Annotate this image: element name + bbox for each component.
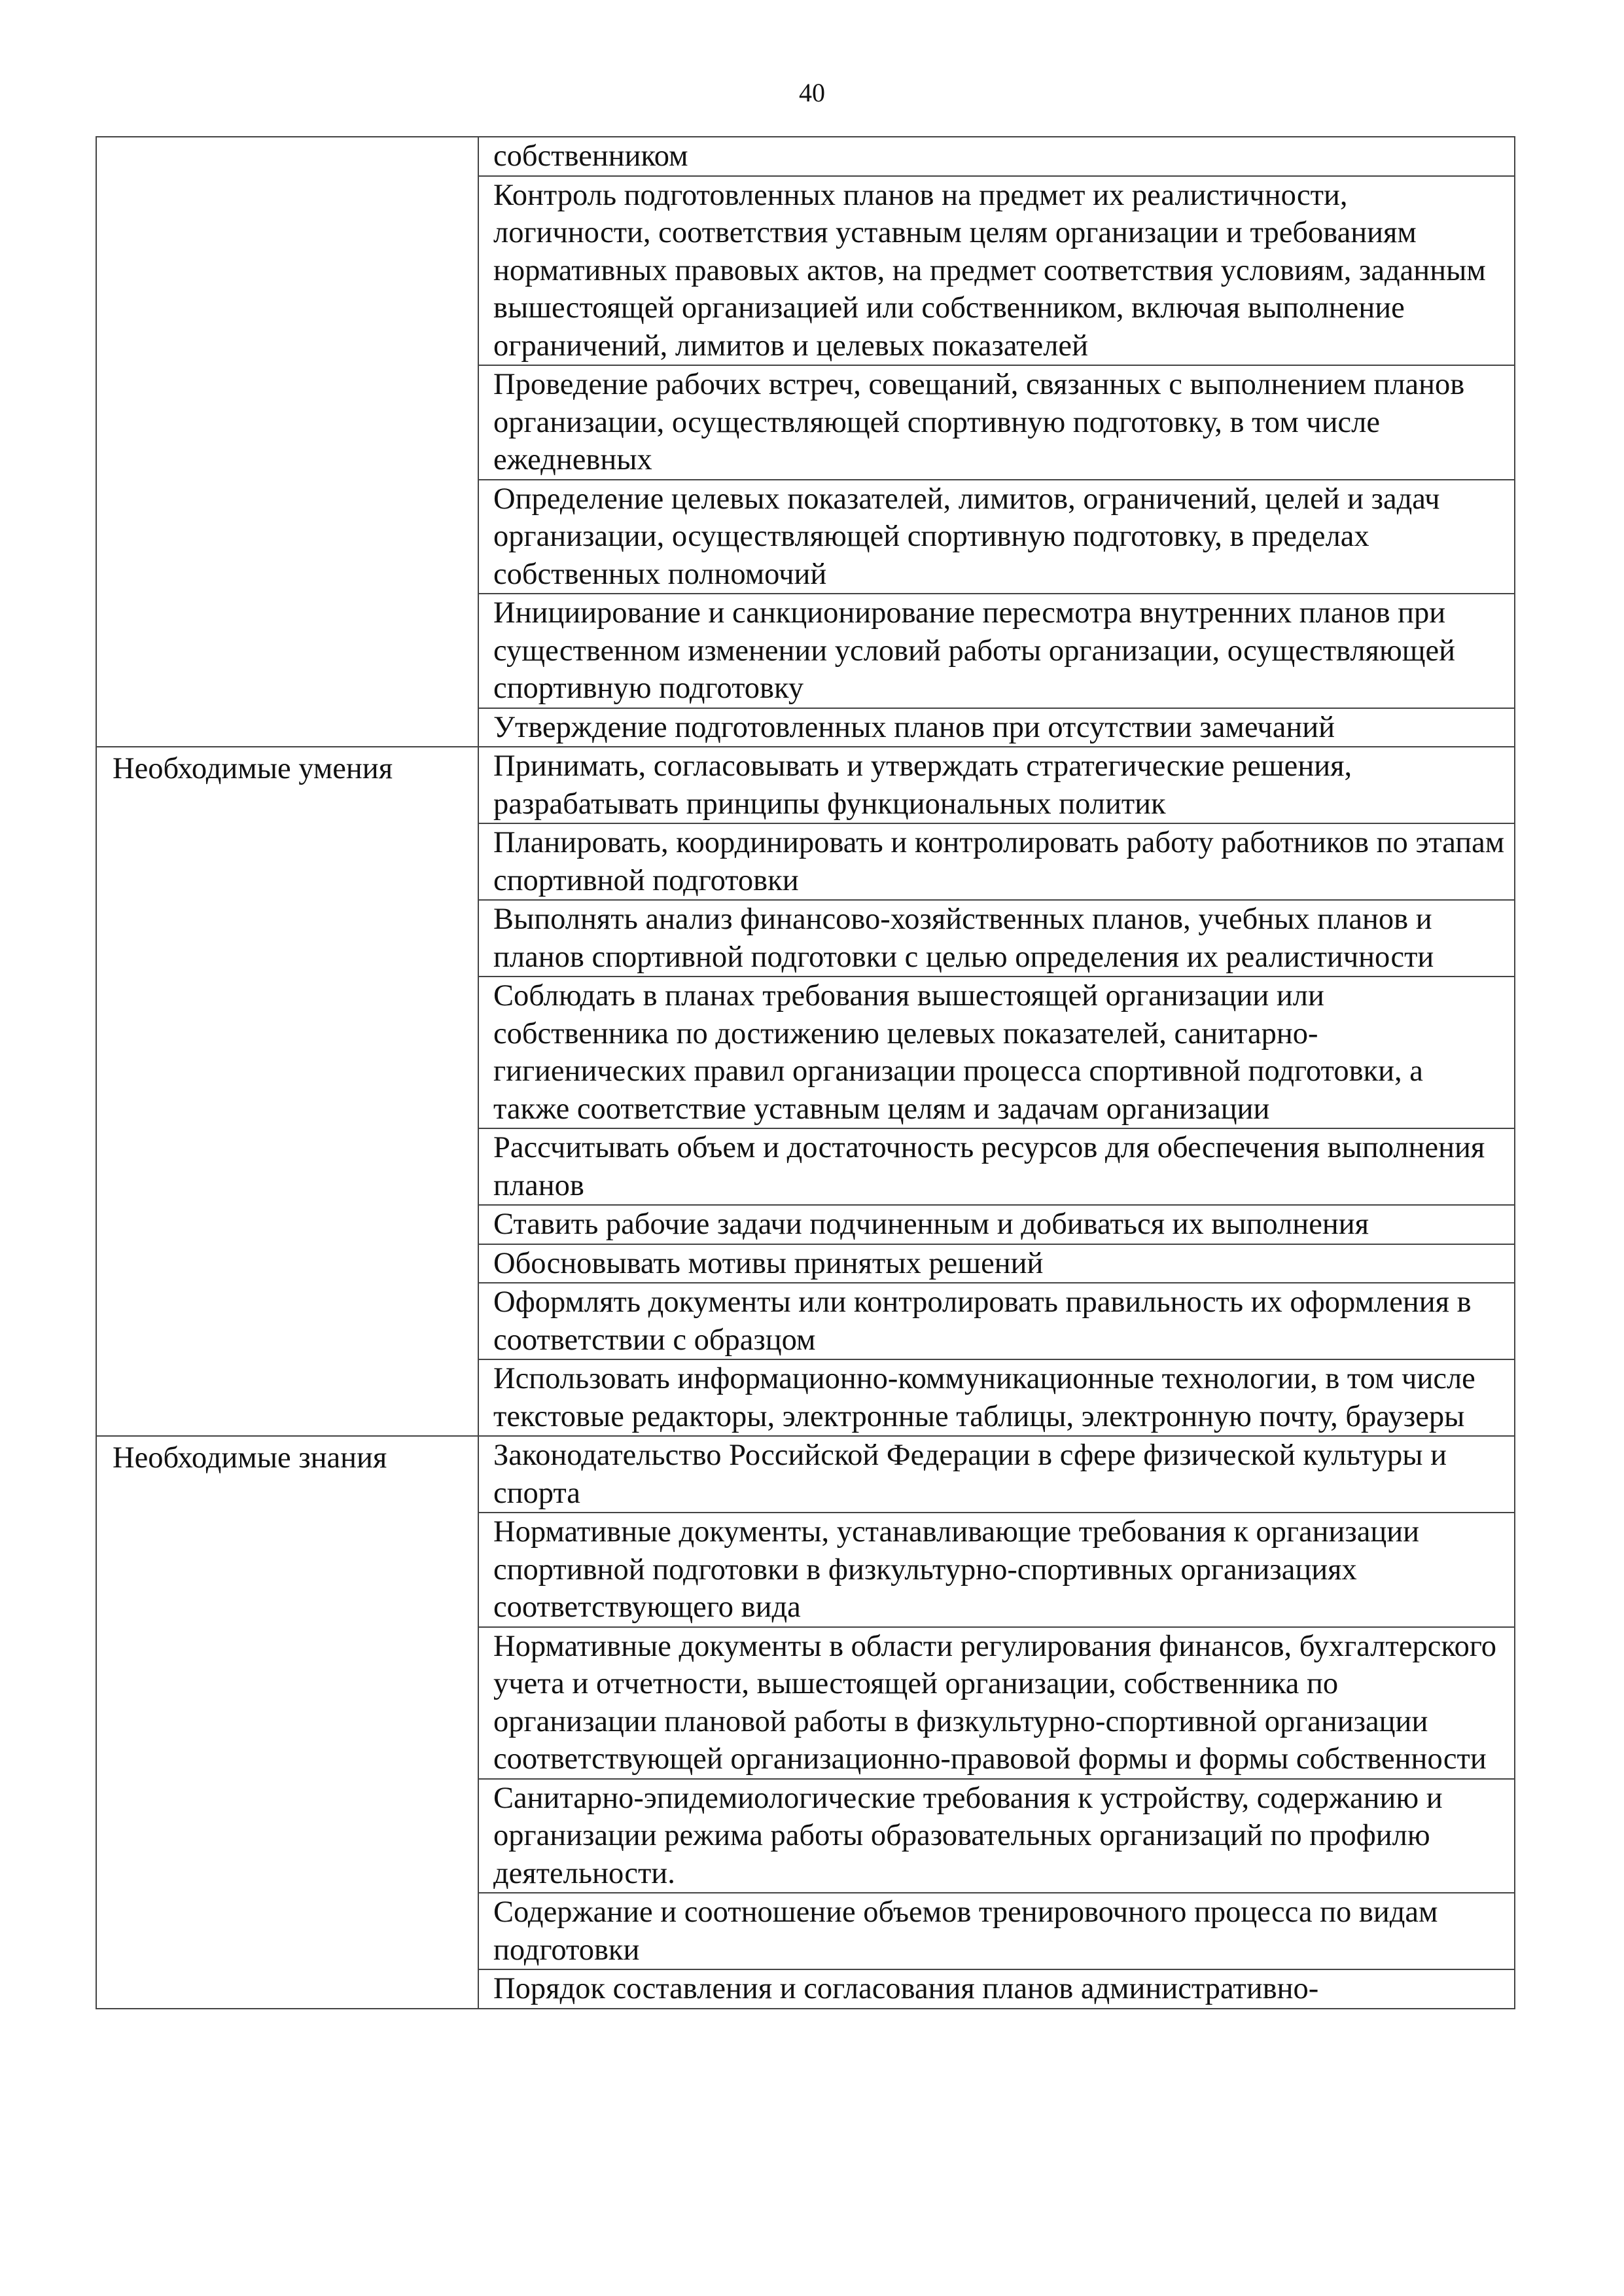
row-text: Утверждение подготовленных планов при отсутствии замечаний xyxy=(478,708,1515,747)
row-text: Нормативные документы в области регулирования финансов, бухгалтерского учета и отчетности, вышестоящей организации, собственника по организации плановой работы в физкультурно-спортивной организации соответствующей организационно-правовой формы и формы собственности xyxy=(478,1627,1515,1779)
row-text: Выполнять анализ финансово-хозяйственных планов, учебных планов и планов спортивной подготовки с целью определения их реалистичности xyxy=(478,900,1515,977)
table-row xyxy=(96,137,1515,176)
row-label xyxy=(96,137,478,747)
row-text: собственником xyxy=(478,137,1515,176)
competency-table xyxy=(96,136,1515,2009)
row-text: Ставить рабочие задачи подчиненным и добиваться их выполнения xyxy=(478,1205,1515,1244)
row-text: Оформлять документы или контролировать правильность их оформления в соответствии с образцом xyxy=(478,1283,1515,1359)
table-row xyxy=(96,1436,1515,1513)
row-text: Обосновывать мотивы принятых решений xyxy=(478,1244,1515,1283)
page-number: 40 xyxy=(799,78,825,107)
row-text: Проведение рабочих встреч, совещаний, связанных с выполнением планов организации, осуществляющей спортивную подготовку, в том числе ежедневных xyxy=(478,365,1515,480)
row-text: Использовать информационно-коммуникационные технологии, в том числе текстовые редакторы, электронные таблицы, электронную почту, браузеры xyxy=(478,1359,1515,1436)
row-text: Порядок составления и согласования планов административно- xyxy=(478,1969,1515,2009)
row-text: Контроль подготовленных планов на предмет их реалистичности, логичности, соответствия уставным целям организации и требованиям нормативных правовых актов, на предмет соответствия условиям, заданным вышестоящей организацией или собственником, включая выполнение ограничений, лимитов и целевых показателей xyxy=(478,176,1515,366)
row-text: Санитарно-эпидемиологические требования к устройству, содержанию и организации режима работы образовательных организаций по профилю деятельности. xyxy=(478,1779,1515,1893)
row-text: Нормативные документы, устанавливающие требования к организации спортивной подготовки в физкультурно-спортивных организациях соответствующего вида xyxy=(478,1513,1515,1627)
row-text: Содержание и соотношение объемов тренировочного процесса по видам подготовки xyxy=(478,1893,1515,1969)
row-text: Определение целевых показателей, лимитов, ограничений, целей и задач организации, осуществляющей спортивную подготовку, в пределах собственных полномочий xyxy=(478,480,1515,594)
section-label-knowledge: Необходимые знания xyxy=(96,1436,478,2009)
row-text: Принимать, согласовывать и утверждать стратегические решения, разрабатывать принципы функциональных политик xyxy=(478,747,1515,823)
row-text: Планировать, координировать и контролировать работу работников по этапам спортивной подготовки xyxy=(478,823,1515,900)
row-text: Инициирование и санкционирование пересмотра внутренних планов при существенном изменении условий работы организации, осуществляющей спортивную подготовку xyxy=(478,594,1515,708)
row-text: Законодательство Российской Федерации в сфере физической культуры и спорта xyxy=(478,1436,1515,1513)
row-text: Рассчитывать объем и достаточность ресурсов для обеспечения выполнения планов xyxy=(478,1128,1515,1205)
section-label-skills: Необходимые умения xyxy=(96,747,478,1436)
table-row xyxy=(96,747,1515,823)
row-text: Соблюдать в планах требования вышестоящей организации или собственника по достижению целевых показателей, санитарно-гигиенических правил организации процесса спортивной подготовки, а также соответствие уставным целям и задачам организации xyxy=(478,977,1515,1128)
